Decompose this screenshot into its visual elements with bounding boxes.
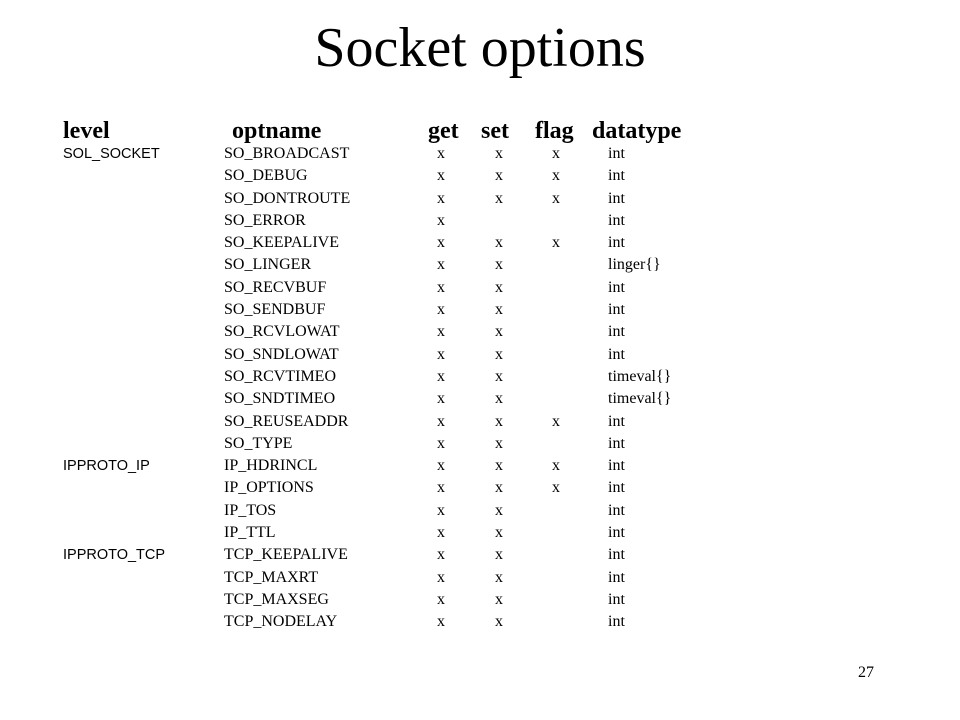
header-flag: flag: [535, 118, 574, 144]
optname-cell: SO_RCVLOWAT: [224, 323, 340, 341]
level-cell: IPPROTO_TCP: [63, 547, 166, 564]
optname-cell: SO_RECVBUF: [224, 278, 327, 296]
set-cell: x: [495, 367, 503, 385]
datatype-cell: int: [608, 323, 625, 341]
get-cell: x: [437, 412, 445, 430]
datatype-cell: int: [608, 524, 625, 542]
set-cell: x: [495, 613, 503, 631]
header-get: get: [428, 118, 459, 144]
datatype-cell: int: [608, 145, 625, 162]
optname-cell: IP_TOS: [224, 501, 277, 519]
optname-cell: SO_TYPE: [224, 434, 293, 452]
optname-cell: SO_RCVTIMEO: [224, 367, 337, 385]
optname-cell: SO_REUSEADDR: [224, 412, 349, 430]
slide-title: Socket options: [314, 17, 646, 79]
table-row: [0, 611, 960, 633]
datatype-cell: int: [608, 189, 625, 207]
flag-cell: x: [552, 412, 560, 430]
set-cell: x: [495, 479, 503, 497]
table-row: [0, 321, 960, 343]
datatype-cell: int: [608, 479, 625, 497]
get-cell: x: [437, 278, 445, 296]
table-row: [0, 232, 960, 254]
set-cell: x: [495, 590, 503, 608]
table-row: [0, 567, 960, 589]
table-row: [0, 589, 960, 611]
get-cell: x: [437, 390, 445, 408]
socket-options-table: [0, 143, 960, 634]
table-row: [0, 254, 960, 276]
get-cell: x: [437, 524, 445, 542]
get-cell: x: [437, 234, 445, 252]
datatype-cell: int: [608, 568, 625, 586]
get-cell: x: [437, 189, 445, 207]
table-row: [0, 277, 960, 299]
datatype-cell: int: [608, 457, 625, 475]
set-cell: x: [495, 323, 503, 341]
page-number: 27: [858, 664, 874, 681]
optname-cell: IP_HDRINCL: [224, 457, 318, 475]
table-row: [0, 388, 960, 410]
header-set: set: [481, 118, 509, 144]
set-cell: x: [495, 145, 503, 162]
get-cell: x: [437, 546, 445, 564]
datatype-cell: int: [608, 590, 625, 608]
optname-cell: TCP_MAXSEG: [224, 590, 329, 608]
table-row: [0, 544, 960, 566]
table-row: [0, 143, 960, 165]
optname-cell: IP_TTL: [224, 524, 276, 542]
datatype-cell: timeval{}: [608, 390, 672, 408]
get-cell: x: [437, 145, 445, 162]
datatype-cell: int: [608, 167, 625, 185]
datatype-cell: int: [608, 546, 625, 564]
get-cell: x: [437, 501, 445, 519]
level-cell: IPPROTO_IP: [63, 458, 150, 475]
set-cell: x: [495, 189, 503, 207]
flag-cell: x: [552, 457, 560, 475]
table-row: [0, 500, 960, 522]
optname-cell: SO_SNDTIMEO: [224, 390, 336, 408]
datatype-cell: int: [608, 613, 625, 631]
table-row: [0, 522, 960, 544]
set-cell: x: [495, 434, 503, 452]
optname-cell: TCP_KEEPALIVE: [224, 546, 348, 564]
datatype-cell: timeval{}: [608, 367, 672, 385]
datatype-cell: int: [608, 234, 625, 252]
datatype-cell: linger{}: [608, 256, 661, 274]
table-row: [0, 210, 960, 232]
table-row: [0, 433, 960, 455]
get-cell: x: [437, 345, 445, 363]
optname-cell: SO_SENDBUF: [224, 301, 326, 319]
header-optname: optname: [232, 118, 322, 144]
get-cell: x: [437, 323, 445, 341]
optname-cell: SO_DEBUG: [224, 167, 308, 185]
table-row: [0, 344, 960, 366]
flag-cell: x: [552, 189, 560, 207]
optname-cell: TCP_NODELAY: [224, 613, 338, 631]
table-row: [0, 165, 960, 187]
flag-cell: x: [552, 145, 560, 162]
set-cell: x: [495, 390, 503, 408]
level-cell: SOL_SOCKET: [63, 146, 160, 162]
optname-cell: SO_BROADCAST: [224, 145, 350, 162]
optname-cell: SO_ERROR: [224, 211, 306, 229]
flag-cell: x: [552, 234, 560, 252]
optname-cell: SO_LINGER: [224, 256, 312, 274]
table-row: [0, 366, 960, 388]
optname-cell: SO_DONTROUTE: [224, 189, 351, 207]
get-cell: x: [437, 568, 445, 586]
set-cell: x: [495, 457, 503, 475]
get-cell: x: [437, 590, 445, 608]
set-cell: x: [495, 524, 503, 542]
optname-cell: SO_KEEPALIVE: [224, 234, 339, 252]
set-cell: x: [495, 546, 503, 564]
set-cell: x: [495, 345, 503, 363]
set-cell: x: [495, 234, 503, 252]
table-row: [0, 411, 960, 433]
set-cell: x: [495, 412, 503, 430]
datatype-cell: int: [608, 345, 625, 363]
get-cell: x: [437, 256, 445, 274]
get-cell: x: [437, 367, 445, 385]
datatype-cell: int: [608, 301, 625, 319]
set-cell: x: [495, 278, 503, 296]
get-cell: x: [437, 211, 445, 229]
table-row: [0, 188, 960, 210]
set-cell: x: [495, 301, 503, 319]
set-cell: x: [495, 256, 503, 274]
get-cell: x: [437, 301, 445, 319]
optname-cell: SO_SNDLOWAT: [224, 345, 339, 363]
get-cell: x: [437, 479, 445, 497]
get-cell: x: [437, 457, 445, 475]
flag-cell: x: [552, 479, 560, 497]
datatype-cell: int: [608, 434, 625, 452]
get-cell: x: [437, 434, 445, 452]
set-cell: x: [495, 167, 503, 185]
header-datatype: datatype: [592, 118, 682, 144]
datatype-cell: int: [608, 278, 625, 296]
table-row: [0, 477, 960, 499]
get-cell: x: [437, 167, 445, 185]
set-cell: x: [495, 568, 503, 586]
get-cell: x: [437, 613, 445, 631]
datatype-cell: int: [608, 501, 625, 519]
table-row: [0, 299, 960, 321]
flag-cell: x: [552, 167, 560, 185]
datatype-cell: int: [608, 211, 625, 229]
table-row: [0, 455, 960, 477]
optname-cell: IP_OPTIONS: [224, 479, 314, 497]
header-level: level: [63, 118, 110, 144]
optname-cell: TCP_MAXRT: [224, 568, 319, 586]
datatype-cell: int: [608, 412, 625, 430]
set-cell: x: [495, 501, 503, 519]
